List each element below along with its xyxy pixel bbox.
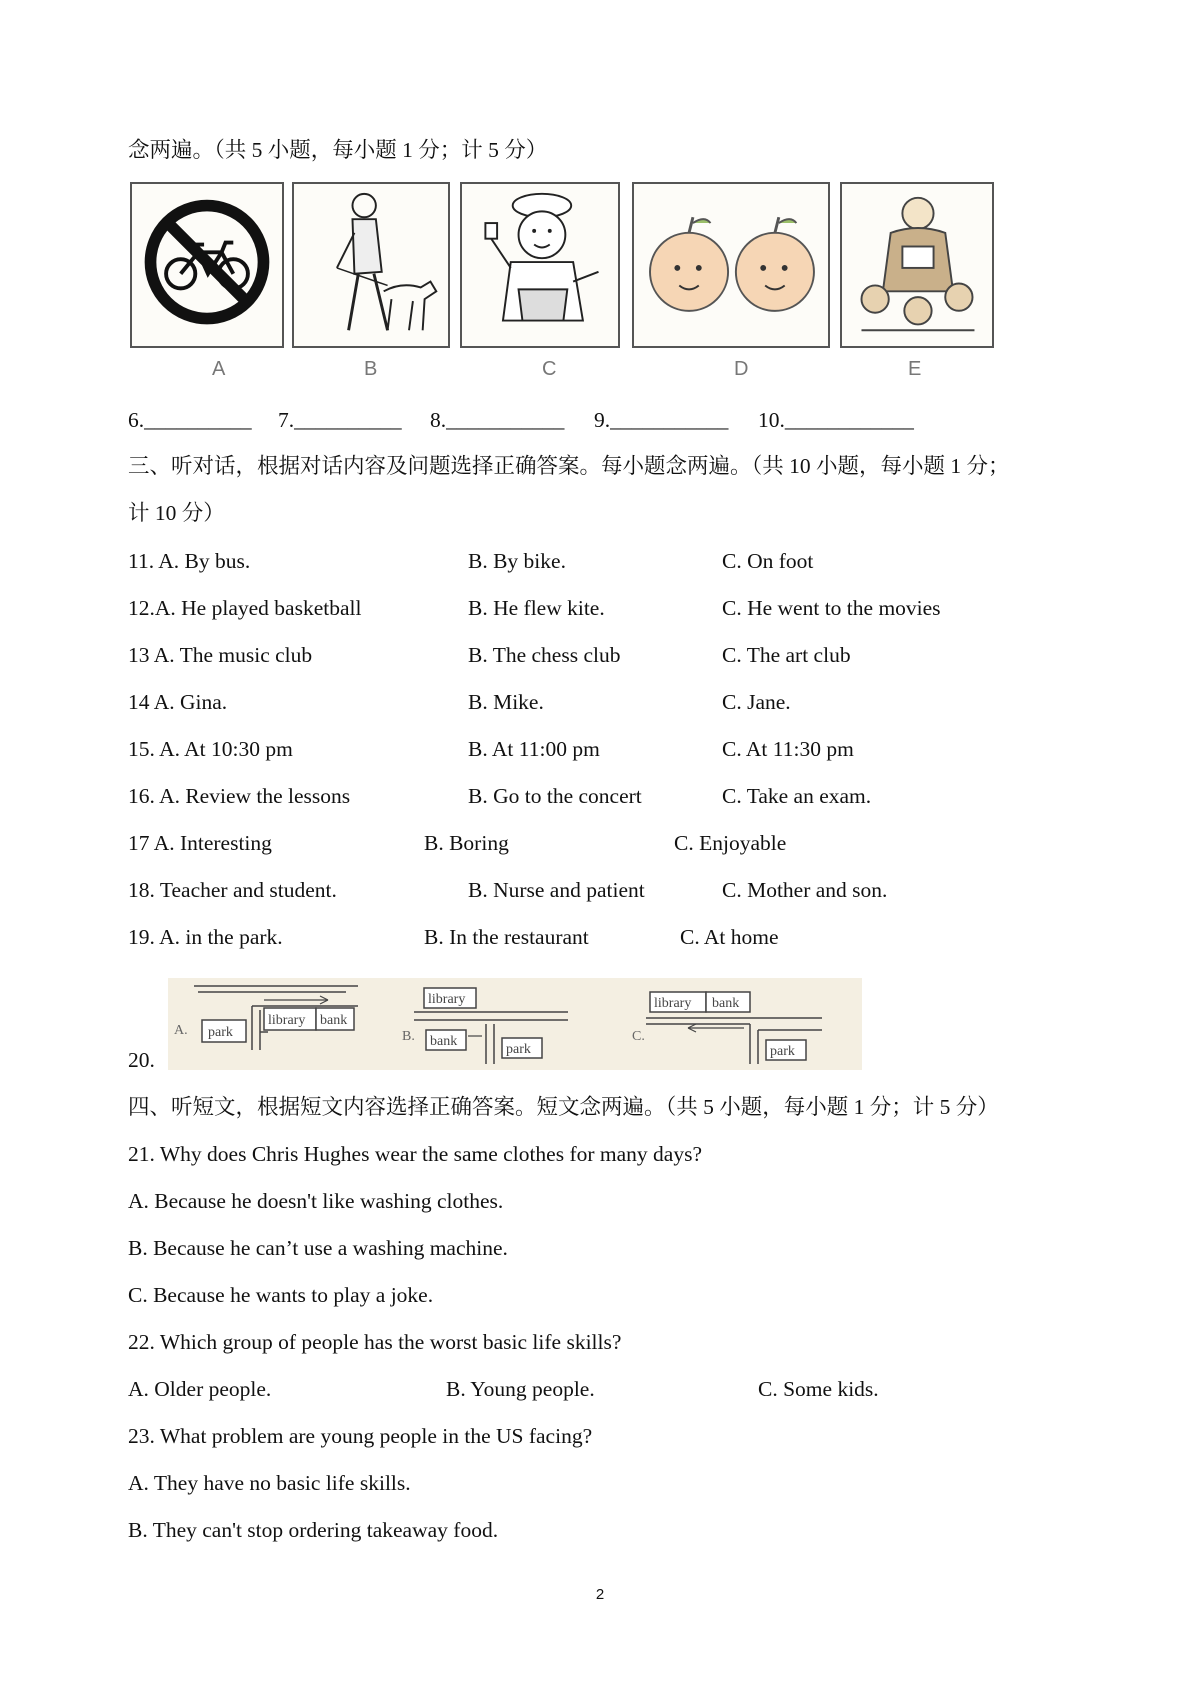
q15-option-a[interactable]: 15. A. At 10:30 pm <box>128 737 293 761</box>
no-bicycle-sign-icon <box>132 184 282 346</box>
q22-question: 22. Which group of people has the worst basic life skills? <box>128 1330 622 1354</box>
q19-option-c[interactable]: C. At home <box>680 925 779 949</box>
q14-option-b[interactable]: B. Mike. <box>468 690 544 714</box>
map-c-bank: bank <box>712 996 740 1011</box>
q23-option-b[interactable]: B. They can't stop ordering takeaway food. <box>128 1518 499 1542</box>
q13-option-c[interactable]: C. The art club <box>722 643 851 667</box>
woman-reading-to-children-icon <box>842 184 992 346</box>
answer-blank-9[interactable]: 9.___________ <box>594 408 729 432</box>
picture-letter-a: A <box>212 358 226 380</box>
picture-letter-e: E <box>908 358 922 380</box>
q17-option-a[interactable]: 17 A. Interesting <box>128 831 272 855</box>
man-walking-dog-icon <box>294 184 448 346</box>
q11-option-b[interactable]: B. By bike. <box>468 549 566 573</box>
map-b-letter[interactable]: B. <box>402 1029 415 1044</box>
q11-option-a[interactable]: 11. A. By bus. <box>128 549 251 573</box>
q23-option-a[interactable]: A. They have no basic life skills. <box>128 1471 411 1495</box>
picture-letter-c: C <box>542 358 557 380</box>
section4-heading: 四、听短文，根据短文内容选择正确答案。短文念两遍。（共 5 小题，每小题 1 分；计 5 分） <box>128 1095 999 1119</box>
q14-option-c[interactable]: C. Jane. <box>722 690 791 714</box>
map-a-library: library <box>268 1013 306 1028</box>
q18-option-c[interactable]: C. Mother and son. <box>722 878 888 902</box>
map-a-park: park <box>208 1025 233 1040</box>
picture-c <box>460 182 620 348</box>
q19-option-a[interactable]: 19. A. in the park. <box>128 925 283 949</box>
cook-icon <box>462 184 618 346</box>
picture-letter-d: D <box>734 358 749 380</box>
q12-option-a[interactable]: 12.A. He played basketball <box>128 596 362 620</box>
picture-letter-b: B <box>364 358 378 380</box>
q12-option-b[interactable]: B. He flew kite. <box>468 596 605 620</box>
answer-blank-6[interactable]: 6.__________ <box>128 408 252 432</box>
q20-number: 20. <box>128 1048 155 1072</box>
q17-option-b[interactable]: B. Boring <box>424 831 509 855</box>
map-b-library: library <box>428 992 466 1007</box>
q16-option-c[interactable]: C. Take an exam. <box>722 784 872 808</box>
q15-option-c[interactable]: C. At 11:30 pm <box>722 737 854 761</box>
q17-option-c[interactable]: C. Enjoyable <box>674 831 787 855</box>
q22-option-b[interactable]: B. Young people. <box>446 1377 595 1401</box>
picture-a <box>130 182 284 348</box>
map-c-park: park <box>770 1044 795 1059</box>
picture-b <box>292 182 450 348</box>
q18-option-b[interactable]: B. Nurse and patient <box>468 878 645 902</box>
map-c-library: library <box>654 996 692 1011</box>
q21-question: 21. Why does Chris Hughes wear the same clothes for many days? <box>128 1142 702 1166</box>
q18-option-a[interactable]: 18. Teacher and student. <box>128 878 337 902</box>
page-number: 2 <box>595 1586 605 1603</box>
map-b-bank: bank <box>430 1034 458 1049</box>
map-a-bank: bank <box>320 1013 348 1028</box>
answer-blank-7[interactable]: 7.__________ <box>278 408 402 432</box>
q23-question: 23. What problem are young people in the US facing? <box>128 1424 593 1448</box>
map-c-letter[interactable]: C. <box>632 1029 645 1044</box>
picture-e <box>840 182 994 348</box>
answer-blank-8[interactable]: 8.___________ <box>430 408 565 432</box>
section2-instruction: 念两遍。（共 5 小题，每小题 1 分；计 5 分） <box>128 138 548 162</box>
q16-option-b[interactable]: B. Go to the concert <box>468 784 642 808</box>
q21-option-c[interactable]: C. Because he wants to play a joke. <box>128 1283 434 1307</box>
q22-option-a[interactable]: A. Older people. <box>128 1377 272 1401</box>
q11-option-c[interactable]: C. On foot <box>722 549 814 573</box>
map-a-letter[interactable]: A. <box>174 1023 188 1038</box>
map-b-park: park <box>506 1042 531 1057</box>
q13-option-a[interactable]: 13 A. The music club <box>128 643 313 667</box>
section3-heading-line2: 计 10 分） <box>128 501 225 525</box>
picture-d <box>632 182 830 348</box>
section3-heading-line1: 三、听对话，根据对话内容及问题选择正确答案。每小题念两遍。（共 10 小题，每小题 1 分； <box>128 454 1010 478</box>
q12-option-c[interactable]: C. He went to the movies <box>722 596 941 620</box>
q21-option-a[interactable]: A. Because he doesn't like washing clothes. <box>128 1189 504 1213</box>
q19-option-b[interactable]: B. In the restaurant <box>424 925 589 949</box>
q13-option-b[interactable]: B. The chess club <box>468 643 621 667</box>
two-apples-icon <box>634 184 828 346</box>
q15-option-b[interactable]: B. At 11:00 pm <box>468 737 600 761</box>
q16-option-a[interactable]: 16. A. Review the lessons <box>128 784 351 808</box>
q21-option-b[interactable]: B. Because he can’t use a washing machine. <box>128 1236 508 1260</box>
q22-option-c[interactable]: C. Some kids. <box>758 1377 879 1401</box>
answer-blank-10[interactable]: 10.____________ <box>758 408 914 432</box>
q14-option-a[interactable]: 14 A. Gina. <box>128 690 228 714</box>
q20-map-options <box>168 978 862 1070</box>
